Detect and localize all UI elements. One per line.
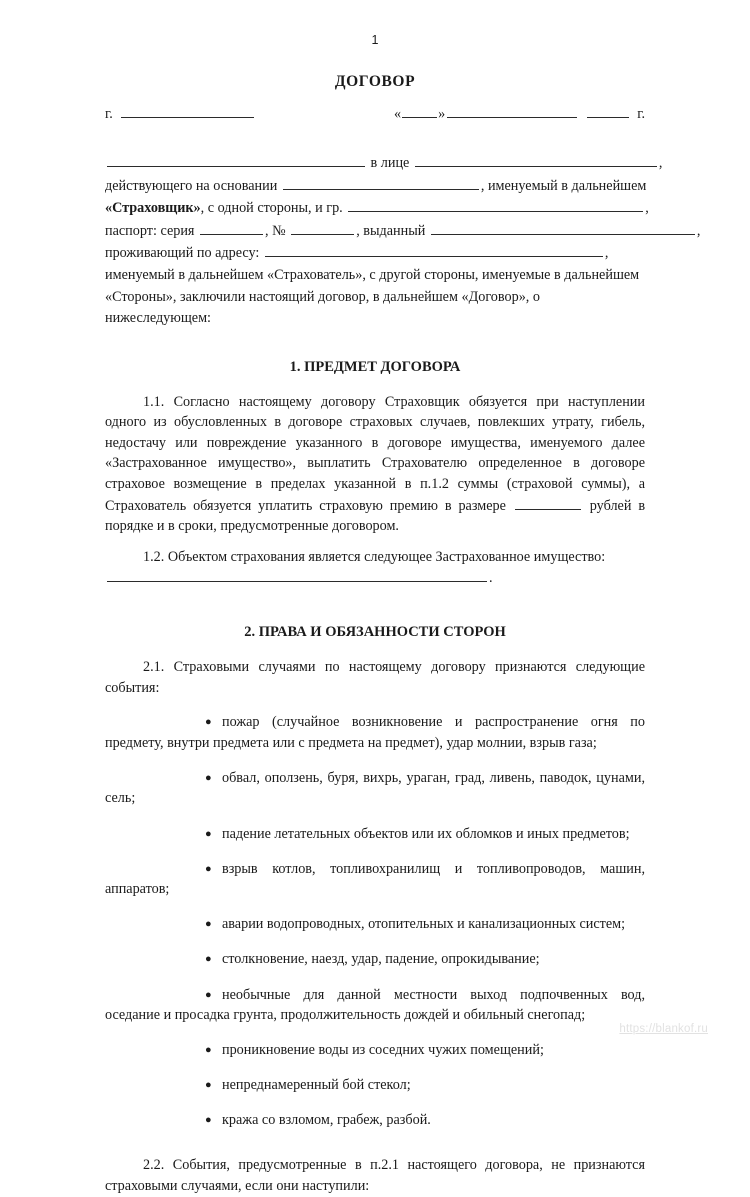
insurer-name-blank[interactable] xyxy=(107,152,365,167)
event-text: проникновение воды из соседних чужих помещений; xyxy=(222,1042,544,1059)
preamble-line3-mid: , с одной стороны, и гр. xyxy=(200,200,343,217)
document-title: ДОГОВОР xyxy=(334,72,416,90)
bullet-icon: ● xyxy=(205,862,212,875)
preamble-line-5 xyxy=(105,242,645,265)
clause-2-2 xyxy=(105,1155,645,1196)
month-blank[interactable] xyxy=(447,103,577,118)
preamble-line1-comma: , xyxy=(658,155,663,171)
city-date-row xyxy=(105,103,645,124)
list-item xyxy=(105,1110,645,1131)
passport-lead: паспорт: серия xyxy=(105,222,195,239)
preamble-line3-comma: , xyxy=(645,200,649,217)
clause-2-2-text: 2.2. События, предусмотренные в п.2.1 настоящего договора, не признаются страховыми случаями, если они наступили: xyxy=(105,1157,645,1195)
representative-blank[interactable] xyxy=(415,152,657,167)
date-field xyxy=(394,103,645,124)
bullet-icon: ● xyxy=(205,918,212,931)
day-blank[interactable] xyxy=(402,103,437,118)
bullet-icon: ● xyxy=(205,1044,212,1057)
section-1-heading: 1. ПРЕДМЕТ ДОГОВОРА xyxy=(289,358,461,375)
quote-open: « xyxy=(394,106,402,122)
insurer-term: «Страховщик» xyxy=(105,200,201,217)
list-item xyxy=(105,1075,645,1096)
authority-basis-blank[interactable] xyxy=(283,175,479,190)
clause-1-1 xyxy=(105,392,645,537)
city-field xyxy=(105,103,256,124)
event-text: взрыв котлов, топливохранилищ и топливопроводов, машин, аппаратов; xyxy=(105,860,645,898)
event-text: аварии водопроводных, отопительных и канализационных систем; xyxy=(222,916,626,933)
preamble-line-3 xyxy=(105,197,649,220)
preamble-line4-comma: , xyxy=(696,222,701,239)
address-blank[interactable] xyxy=(265,242,603,257)
clause-1-2-text: 1.2. Объектом страхования является следующее Застрахованное имущество: xyxy=(143,548,606,565)
preamble-block xyxy=(105,152,701,330)
site-watermark: https://blankof.ru xyxy=(619,1023,708,1035)
clause-1-1-text-tail: рублей в порядке и в сроки, предусмотренные договором. xyxy=(105,497,646,535)
list-item xyxy=(105,859,645,900)
list-item xyxy=(105,949,645,970)
insured-property-blank[interactable] xyxy=(107,567,487,582)
preamble-closing-text xyxy=(105,267,639,326)
bullet-icon: ● xyxy=(205,953,212,966)
city-blank[interactable] xyxy=(121,103,254,118)
bullet-icon: ● xyxy=(205,1079,212,1092)
list-item xyxy=(105,914,645,935)
bullet-icon: ● xyxy=(205,827,212,840)
clause-1-2-blank-row xyxy=(105,567,645,589)
section-2-heading: 2. ПРАВА И ОБЯЗАННОСТИ СТОРОН xyxy=(244,624,506,641)
premium-amount-blank[interactable] xyxy=(515,495,581,510)
city-label: г. xyxy=(105,106,113,122)
preamble-line5-comma: , xyxy=(604,245,609,262)
bullet-icon: ● xyxy=(205,716,212,729)
passport-number-blank[interactable] xyxy=(291,220,354,235)
preamble-line2-lead: действующего на основании xyxy=(105,177,278,194)
passport-series-blank[interactable] xyxy=(200,220,263,235)
list-item xyxy=(105,768,645,809)
preamble-line1-tail: в лице xyxy=(370,155,410,171)
clause-1-2 xyxy=(105,547,645,568)
event-text: падение летательных объектов или их обломков и иных предметов; xyxy=(222,825,630,842)
event-text: обвал, оползень, буря, вихрь, ураган, град, ливень, паводок, цунами, сель; xyxy=(105,769,645,807)
bullet-icon: ● xyxy=(205,771,212,784)
page-number: 1 xyxy=(371,33,379,47)
quote-close: » xyxy=(438,106,446,122)
list-item xyxy=(105,985,645,1026)
passport-issuer-blank[interactable] xyxy=(431,220,695,235)
bullet-icon: ● xyxy=(205,1114,212,1127)
preamble-line2-tail: , именуемый в дальнейшем xyxy=(480,177,647,194)
insured-events-list xyxy=(105,712,645,1131)
preamble-closing-sentence: именуемый в дальнейшем «Страхователь», с другой стороны, именуемые в дальнейшем «Стороны», заключили настоящий договор, в дальнейшем «Договор», о нижеследующем: xyxy=(105,266,640,327)
clause-1-1-text: 1.1. Согласно настоящему договору Страховщик обязуется при наступлении одного из обусловленных в договоре страховых случаев, повлекших утрату, гибель, недостачу или повреждение указанного в договоре имущества, именуемого далее «Застрахованное имущество», выплатить Страхователю определенное в договоре страховое возмещение в пределах указанной в п.1.2 суммы (страховой суммы), а Страхователь обязуется уплатить страховую премию в размере xyxy=(105,393,645,514)
year-blank[interactable] xyxy=(587,103,629,118)
list-item xyxy=(105,712,645,753)
preamble-line-6 xyxy=(105,265,645,330)
list-item xyxy=(105,824,645,845)
bullet-icon: ● xyxy=(205,988,212,1001)
citizen-name-blank[interactable] xyxy=(348,197,643,212)
preamble-line-1 xyxy=(105,152,663,175)
preamble-line-4 xyxy=(105,220,701,243)
passport-mid-1: , № xyxy=(265,222,286,239)
preamble-line-2 xyxy=(105,175,645,198)
passport-mid-2: , выданный xyxy=(356,222,426,239)
clause-1-2-period: . xyxy=(489,570,493,587)
address-lead: проживающий по адресу: xyxy=(105,245,260,262)
event-text: столкновение, наезд, удар, падение, опрокидывание; xyxy=(222,951,540,968)
event-text: пожар (случайное возникновение и распространение огня по предмету, внутри предмета или с предмета на предмет), удар молнии, взрыв газа; xyxy=(105,714,645,751)
list-item xyxy=(105,1040,645,1061)
event-text: кража со взломом, грабеж, разбой. xyxy=(222,1112,431,1129)
clause-2-1-text: 2.1. Страховыми случаями по настоящему договору признаются следующие события: xyxy=(105,658,645,696)
event-text: необычные для данной местности выход подпочвенных вод, оседание и просадка грунта, продолжительность дождей и обильный снегопад; xyxy=(105,986,645,1024)
clause-2-1 xyxy=(105,657,645,698)
year-suffix: г. xyxy=(637,106,645,122)
event-text: непреднамеренный бой стекол; xyxy=(222,1077,411,1094)
